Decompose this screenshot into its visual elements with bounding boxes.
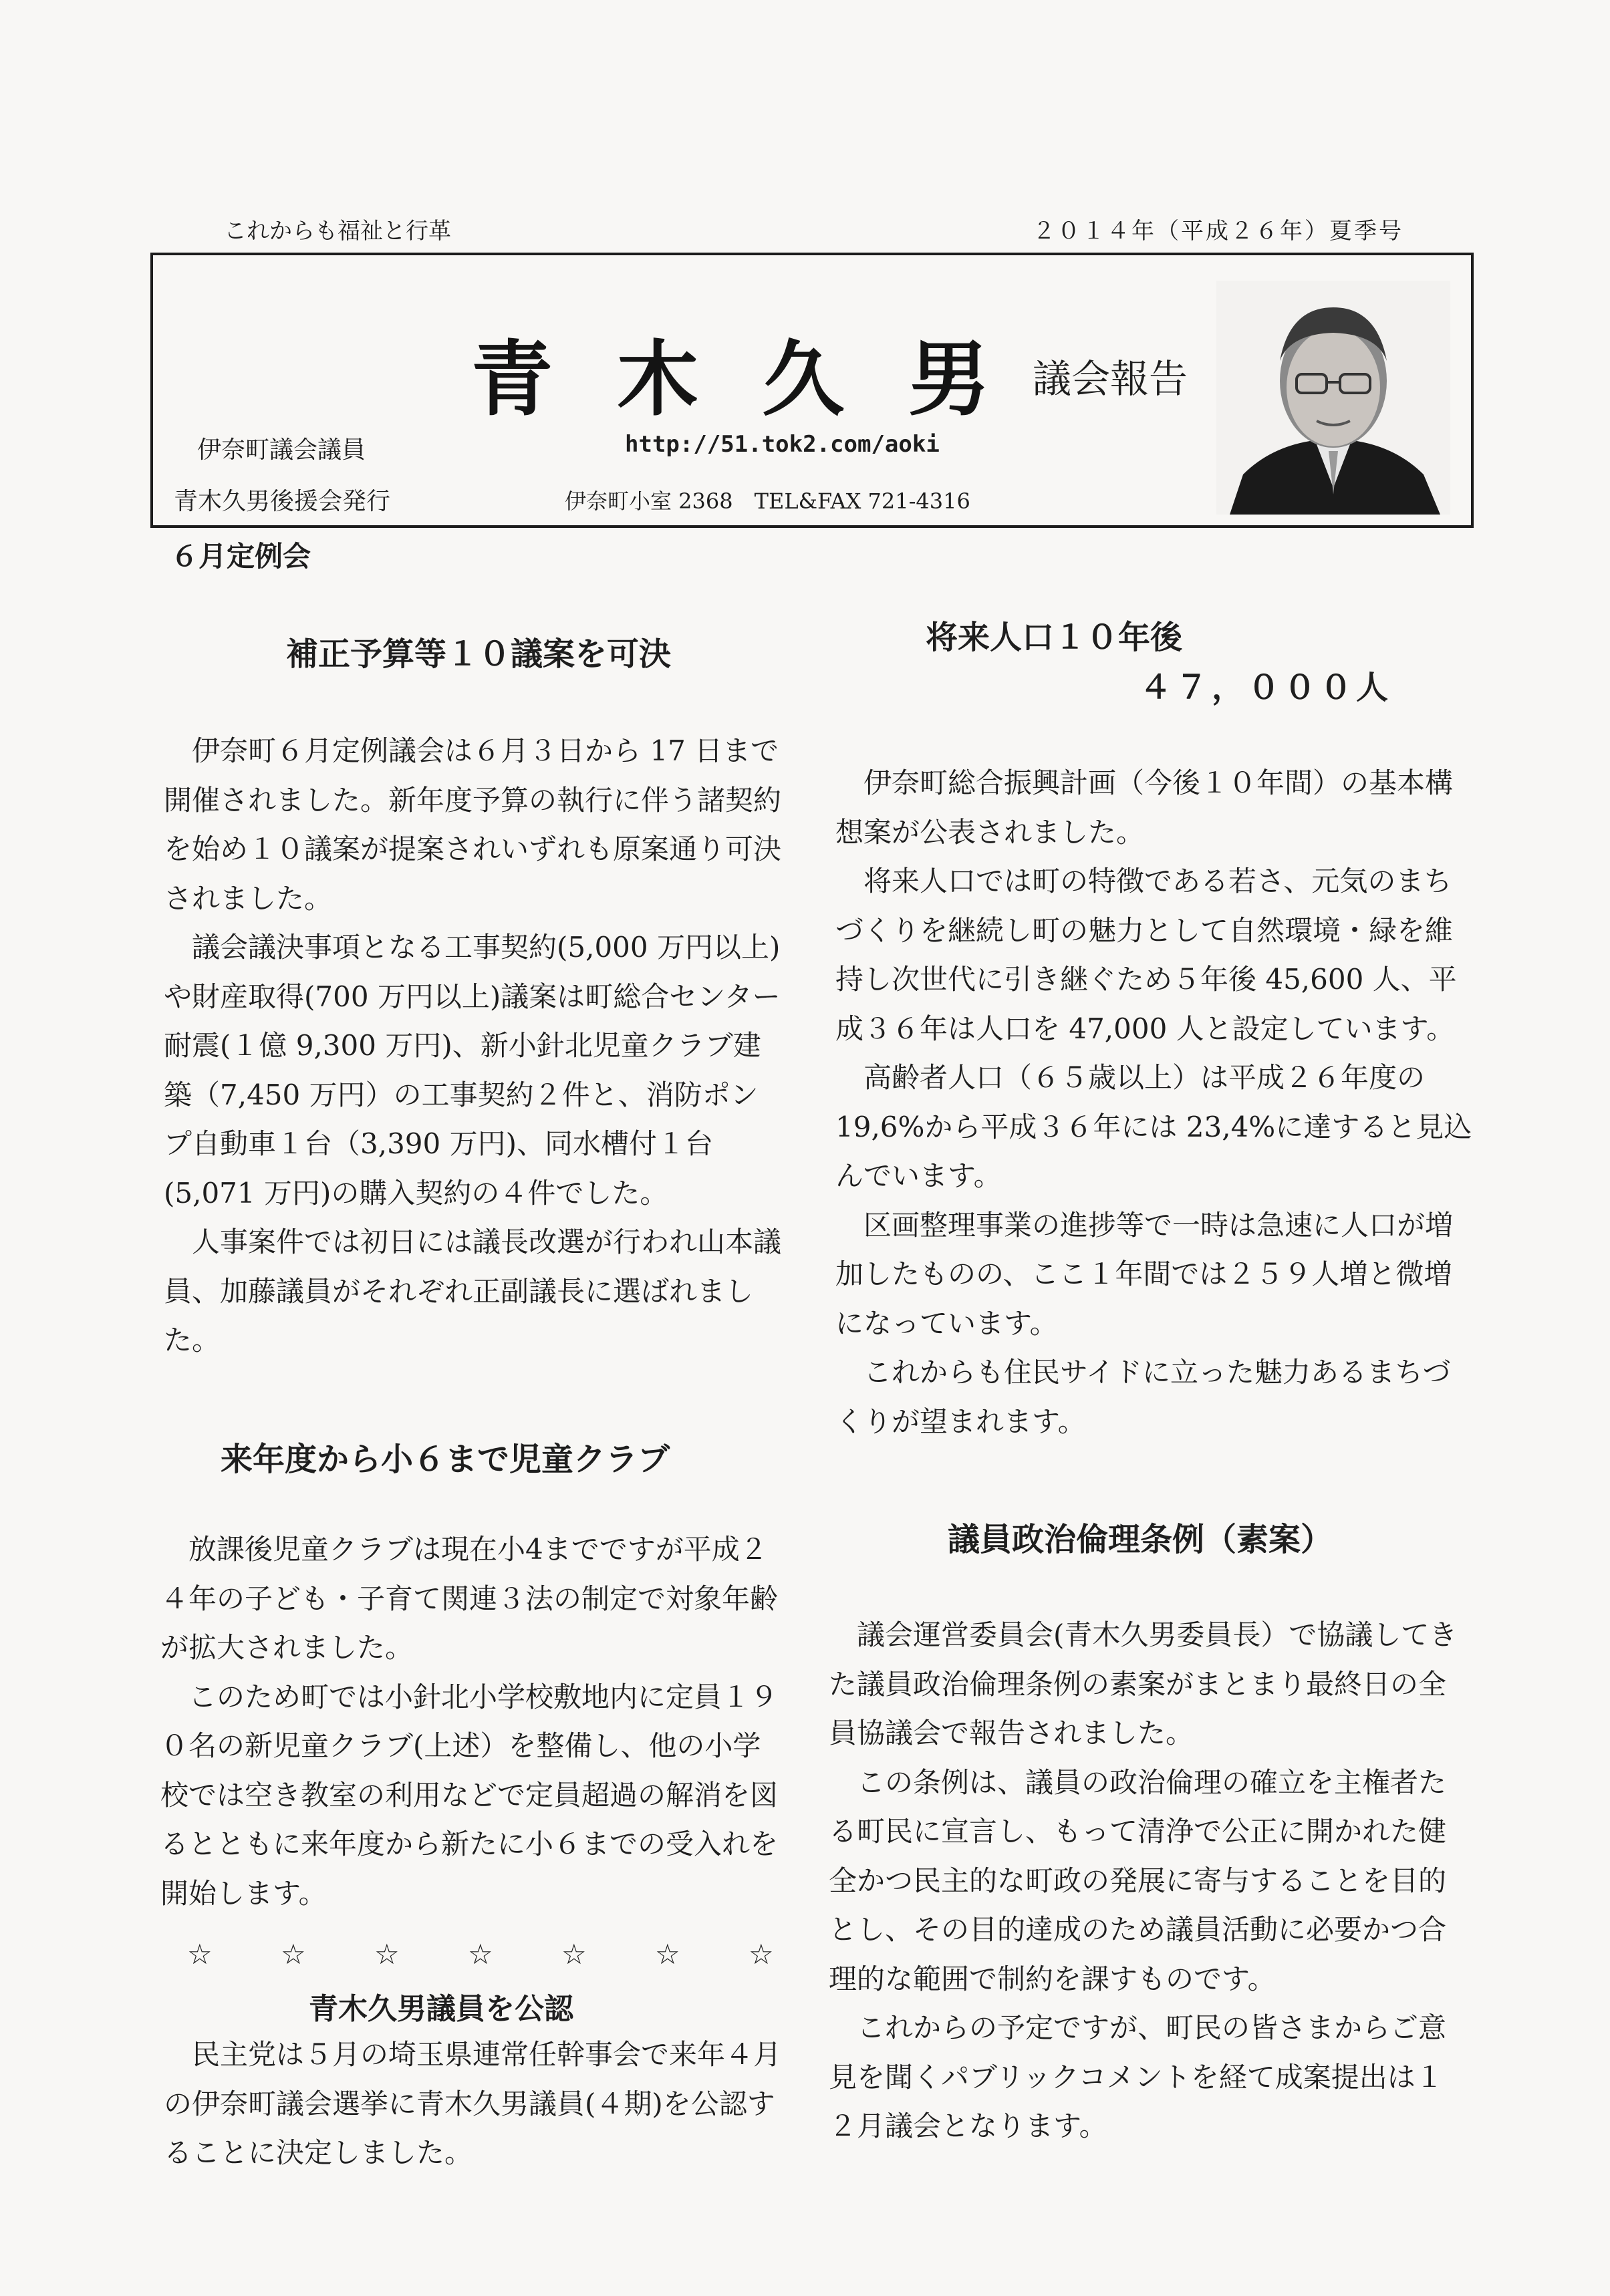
paragraph: 伊奈町総合振興計画（今後１０年間）の基本構想案が公表されました。: [835, 766, 1454, 849]
paragraph: 議会議決事項となる工事契約(5,000 万円以上)や財産取得(700 万円以上)議案は町総合センター耐震(１億 9,300 万円)、新小針北児童クラブ建築（7,450 万円）の工事契約２件と、消防ポンプ自動車１台（3,390 万円)、同水槽付１台(5,071 万円)の購入契約の４件でした。: [164, 931, 781, 1209]
website-url: http://51.tok2.com/aoki: [625, 431, 940, 458]
paragraph: 放課後児童クラブは現在小4までですが平成２４年の子ども・子育て関連３法の制定で対象年齢が拡大されました。: [160, 1533, 779, 1664]
heading-children-club: 来年度から小６まで児童クラブ: [221, 1441, 670, 1478]
heading-budget-bills: 補正予算等１０議案を可決: [286, 635, 672, 673]
paragraph: 人事案件では初日には議長改選が行われ山本議員、加藤議員がそれぞれ正副議長に選ばれました。: [164, 1226, 782, 1356]
star-divider: [187, 1938, 842, 1971]
article-children-club: [160, 1525, 779, 1918]
paragraph: この条例は、議員の政治倫理の確立を主権者たる町民に宣言し、もって清浄で公正に開かれた健全かつ民主的な町政の発展に寄与することを目的とし、その目的達成のため議員活動に必要かつ合理的な範囲で制約を課すものです。: [829, 1765, 1447, 1995]
report-label: 議会報告: [1033, 356, 1188, 402]
heading-ethics-ordinance: 議員政治倫理条例（素案）: [948, 1521, 1333, 1558]
heading-future-population: 将来人口１０年後: [926, 619, 1183, 656]
paragraph: 民主党は５月の埼玉県連常任幹事会で来年４月の伊奈町議会選挙に青木久男議員(４期)を公認することに決定しました。: [164, 2038, 782, 2169]
population-figure: ４７，０００人: [1139, 669, 1393, 706]
star-icon: ☆: [187, 1938, 213, 1971]
newsletter-title: 青木久男: [471, 331, 1054, 427]
article-ethics-ordinance: [829, 1610, 1470, 2151]
paragraph: このため町では小針北小学校敷地内に定員１９０名の新児童クラブ(上述）を整備し、他の小学校では空き教室の利用などで定員超過の解消を図るとともに来年度から新たに小６までの受入れを開始します。: [160, 1680, 779, 1910]
heading-endorsement: 青木久男議員を公認: [309, 1992, 573, 2026]
portrait-photo: [1216, 281, 1450, 515]
author-role: 伊奈町議会議員: [197, 436, 366, 464]
star-icon: ☆: [561, 1938, 587, 1971]
paragraph: 伊奈町６月定例議会は６月３日から 17 日まで開催されました。新年度予算の執行に伴う諸契約を始め１０議案が提案されいずれも原案通り可決されました。: [164, 734, 782, 915]
star-icon: ☆: [281, 1938, 306, 1971]
star-icon: ☆: [749, 1938, 774, 1971]
paragraph: 区画整理事業の進捗等で一時は急速に人口が増加したものの、ここ１年間では２５９人増と微増になっています。: [835, 1208, 1454, 1340]
paragraph: これからも住民サイドに立った魅力あるまちづくりが望まれます。: [835, 1356, 1451, 1438]
star-icon: ☆: [374, 1938, 400, 1971]
contact-address: 伊奈町小室 2368 TEL&FAX 721-4316: [565, 488, 970, 514]
publisher: 青木久男後援会発行: [174, 488, 391, 515]
article-endorsement: [164, 2030, 782, 2178]
paragraph: 将来人口では町の特徴である若さ、元気のまちづくりを継続し町の魅力として自然環境・緑を維持し次世代に引き継ぐため５年後 45,600 人、平成３６年は人口を 47,000 人と設定しています。: [835, 865, 1457, 1045]
slogan: これからも福祉と行革: [224, 218, 451, 245]
star-icon: ☆: [655, 1938, 680, 1971]
article-budget-bills: [164, 726, 782, 1365]
paragraph: 議会運営委員会(青木久男委員長）で協議してきた議員政治倫理条例の素案がまとまり最終日の全員協議会で報告されました。: [829, 1618, 1458, 1749]
article-future-population: [835, 758, 1477, 1446]
paragraph: これからの予定ですが、町民の皆さまからご意見を聞くパブリックコメントを経て成案提出は１２月議会となります。: [829, 2011, 1447, 2142]
session-label: ６月定例会: [170, 540, 311, 573]
issue-date: ２０１４年（平成２６年）夏季号: [1033, 218, 1403, 245]
star-icon: ☆: [468, 1938, 493, 1971]
paragraph: 高齢者人口（６５歳以上）は平成２６年度の 19,6%から平成３６年には 23,4%に達すると見込んでいます。: [835, 1061, 1472, 1192]
